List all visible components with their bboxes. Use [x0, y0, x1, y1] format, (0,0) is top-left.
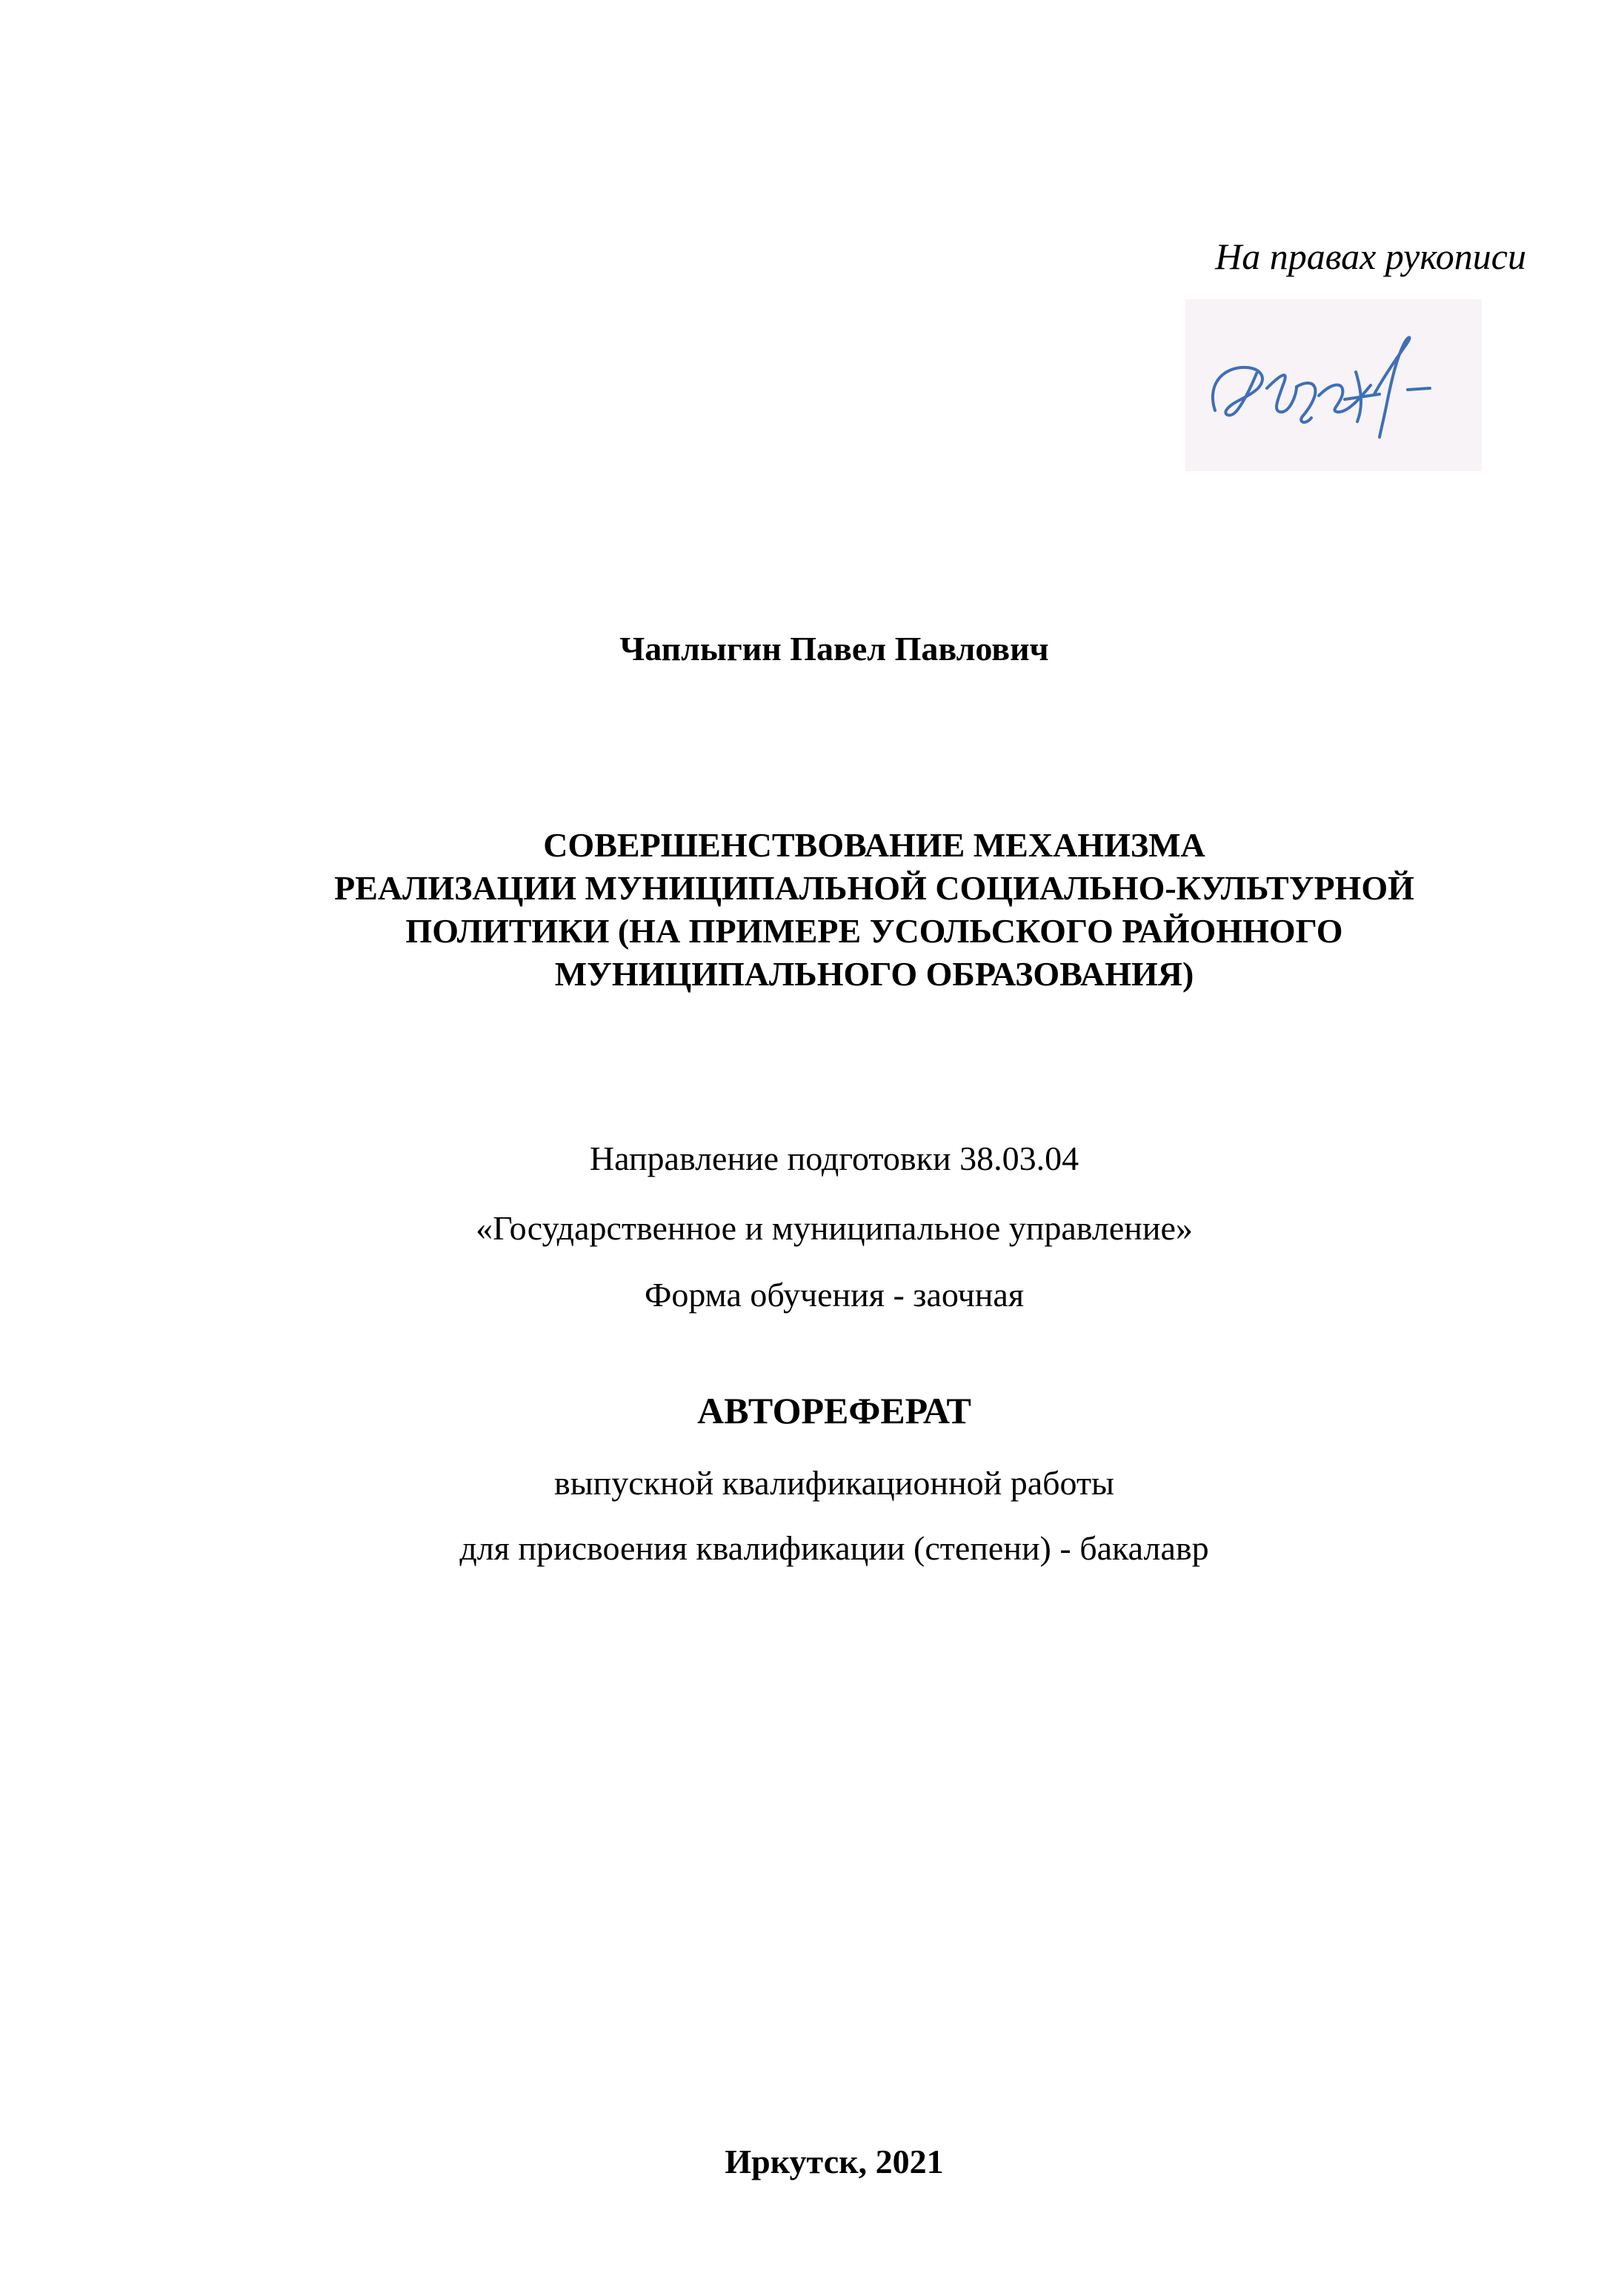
study-program: «Государственное и муниципальное управление»	[476, 1209, 1193, 1247]
abstract-label: АВТОРЕФЕРАТ	[697, 1390, 971, 1431]
qualification-line: для присвоения квалификации (степени) - бакалавр	[459, 1529, 1209, 1567]
title-line: ПОЛИТИКИ (НА ПРИМЕРЕ УСОЛЬСКОГО РАЙОННОГО	[405, 912, 1343, 950]
manuscript-note: На правах рукописи	[1215, 236, 1526, 277]
title-line: МУНИЦИПАЛЬНОГО ОБРАЗОВАНИЯ)	[554, 955, 1194, 993]
author-name: Чаплыгин Павел Павлович	[619, 630, 1049, 668]
title-line: СОВЕРШЕНСТВОВАНИЕ МЕХАНИЗМА	[543, 826, 1205, 864]
title-line: РЕАЛИЗАЦИИ МУНИЦИПАЛЬНОЙ СОЦИАЛЬНО-КУЛЬТУРНОЙ	[334, 869, 1414, 907]
work-type: выпускной квалификационной работы	[554, 1464, 1114, 1502]
study-form: Форма обучения - заочная	[645, 1276, 1024, 1314]
thesis-title	[222, 824, 1526, 996]
study-direction: Направление подготовки 38.03.04	[589, 1139, 1079, 1177]
handwritten-signature	[1185, 299, 1482, 471]
city-year: Иркутск, 2021	[725, 2143, 944, 2180]
